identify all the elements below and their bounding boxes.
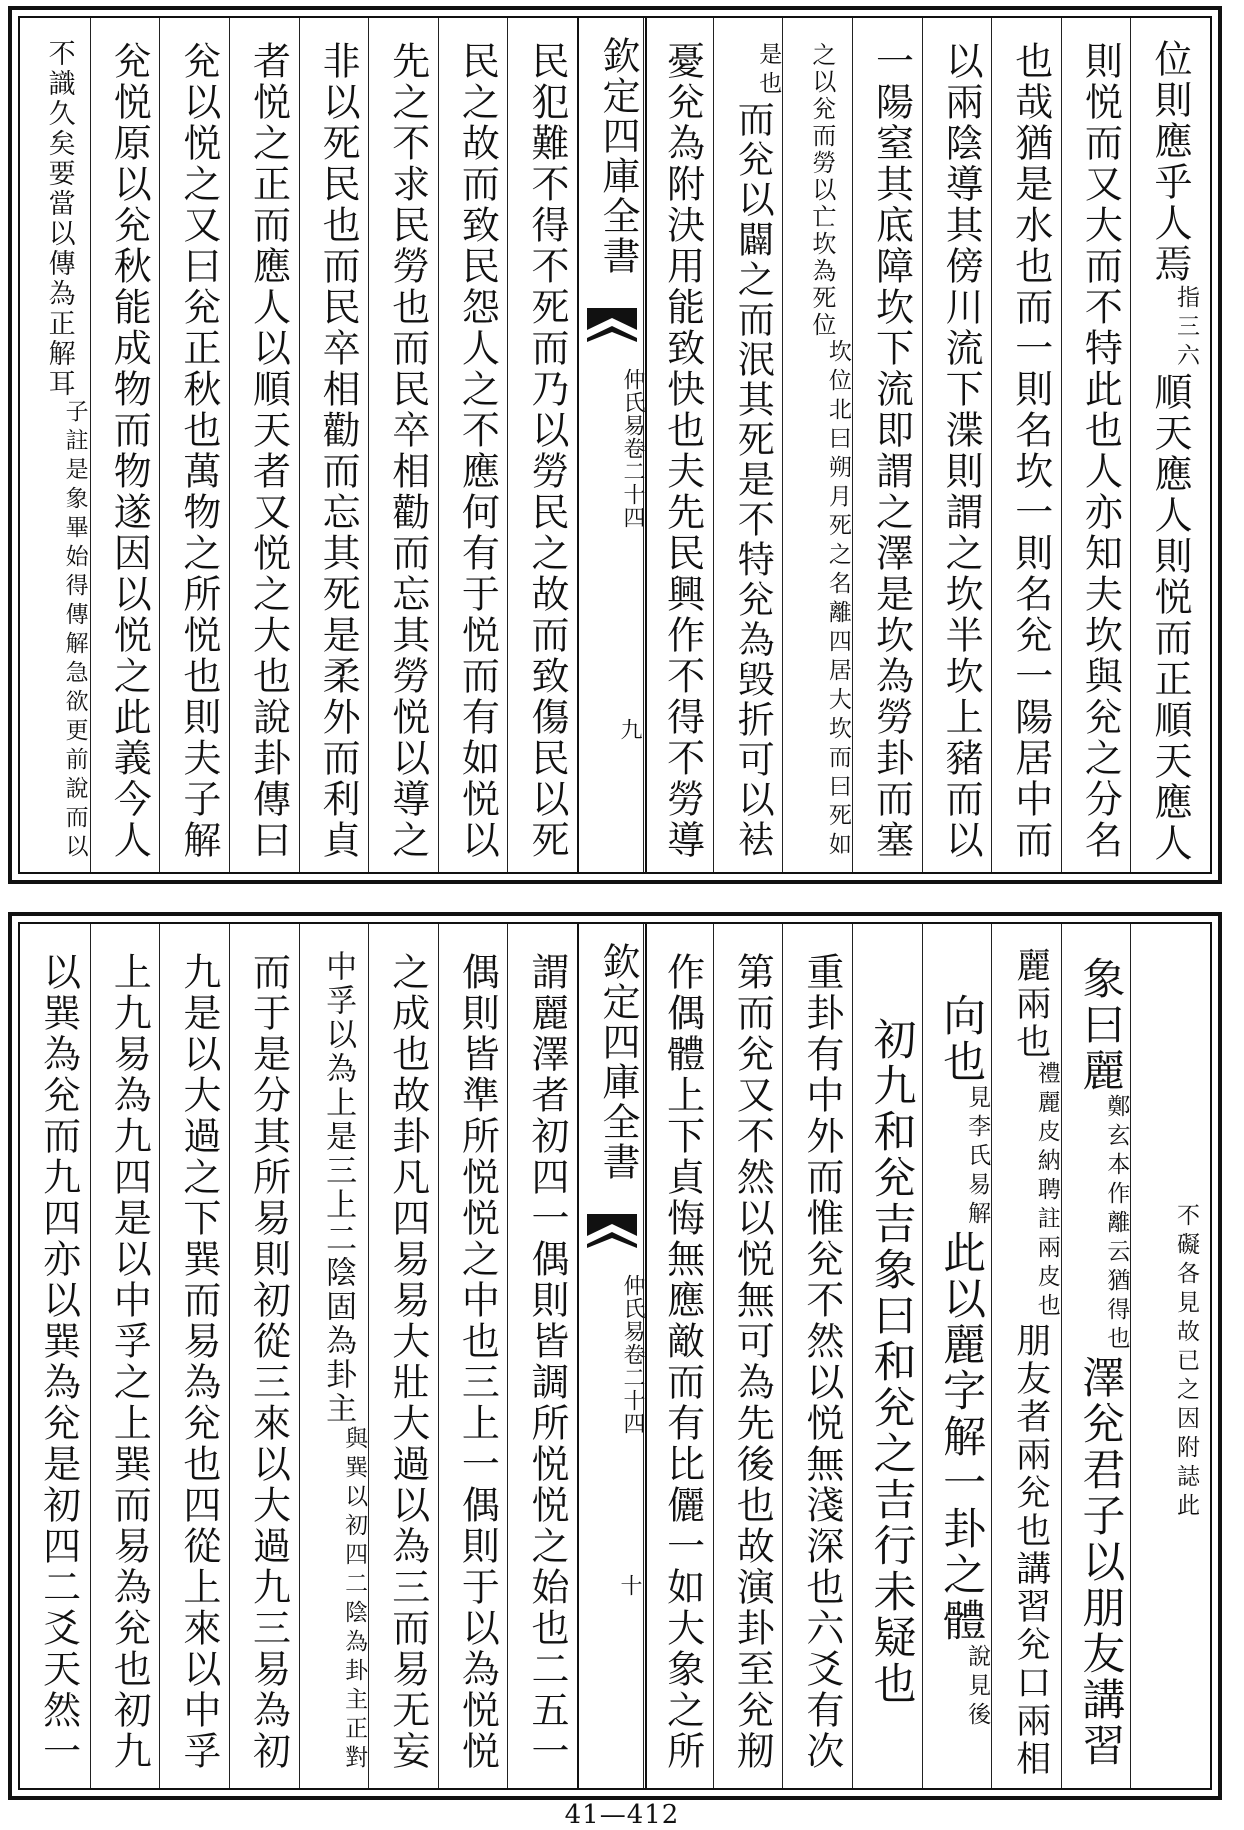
main-text: 不識久矣要當以傳為正解耳: [43, 39, 75, 399]
bottom-page-frame: [18, 922, 1212, 1790]
bottom-right-col-2: [1061, 924, 1132, 1788]
text-line: [369, 946, 439, 1778]
bottom-left-col-4: [299, 924, 370, 1788]
main-text: 第而兊又不然以悦無可為先後也故演卦至兊剏: [730, 952, 775, 1772]
text-line: [160, 946, 230, 1778]
book-title: 欽定四庫全書: [596, 36, 640, 276]
top-right-col-2: [1061, 18, 1132, 872]
main-text: 以巽為兊而九四亦以巽為兊是初四二爻天然一: [36, 952, 81, 1772]
main-text-continued: 此以麗字解一卦之體: [936, 1230, 987, 1644]
top-right-col-7: [713, 18, 784, 872]
bottom-page: [8, 912, 1222, 1800]
annotation-note: 說見後: [964, 1644, 991, 1731]
main-text-continued: 而兊以闢之而泯其死是不特兊為毁折可以袪: [731, 100, 775, 860]
text-line: [714, 946, 784, 1778]
text-line: [300, 946, 370, 1778]
bottom-right-col-8: [643, 924, 714, 1788]
main-text: 向也: [936, 993, 987, 1085]
top-left-col-6: [159, 18, 230, 872]
main-text: 之以兊而勞以亡坎為死位: [807, 41, 836, 339]
bottom-right-col-6: [782, 924, 853, 1788]
text-line: [230, 40, 300, 862]
page-number: 九: [617, 718, 642, 740]
text-line: [1131, 40, 1201, 862]
annotation-note: 是也: [755, 42, 782, 100]
top-left-col-5: [229, 18, 300, 872]
text-line: [91, 946, 161, 1778]
main-text: 兊以悦之又曰兊正秋也萬物之所悦也則夫子解: [176, 41, 221, 861]
main-text: 民犯難不得不死而乃以勞民之故而致傷民以死: [525, 41, 569, 861]
text-line: [783, 40, 853, 862]
annotation-note: 不礙各見故已之因附誌此: [1173, 1202, 1199, 1522]
main-text: 初九和兊吉象曰和兊之吉行未疑也: [866, 1017, 917, 1707]
main-text-continued: 順天應人則悦而正順天應人: [1148, 371, 1192, 864]
fishtail-ornament: [587, 308, 637, 348]
top-right-col-5: [852, 18, 923, 872]
main-text-continued: 澤兊君子以朋友講習: [1075, 1354, 1126, 1769]
chapter-label: 仲氏易卷二十四: [620, 368, 645, 529]
annotation-note: 鄭玄本作離云猶得也: [1103, 1093, 1130, 1355]
main-text: 也哉猶是水也而一則名坎一則名兊一陽居中而: [1008, 41, 1053, 861]
main-text: 則悦而又大而不特此也人亦知夫坎與兊之分名: [1078, 41, 1123, 861]
main-text: 一陽窒其底障坎下流即謂之澤是坎為勞卦而塞: [869, 41, 914, 861]
bottom-right-col-5: [852, 924, 923, 1788]
top-right-col-1: [1130, 18, 1201, 872]
text-line: [992, 40, 1062, 862]
main-text: 中孚以為上是三上二陰固為卦主: [320, 950, 357, 1426]
fishtail-ornament: [587, 1214, 637, 1254]
text-line: [853, 40, 923, 862]
top-right-col-6: [782, 18, 853, 872]
main-text: 九是以大過之下巽而易為兊也四從上來以中孚: [176, 952, 221, 1772]
annotation-note: 坎位北曰朔月死之名離四居大坎而曰死如: [824, 338, 851, 861]
text-line: [508, 40, 578, 862]
main-text: 憂兊為附決用能致快也夫先民興作不得不勞導: [660, 41, 705, 861]
text-line: [992, 946, 1062, 1778]
main-text: 重卦有中外而惟兊不然以悦無淺深也六爻有次: [799, 952, 844, 1772]
text-line: [923, 40, 993, 862]
main-text: 民之故而致民怨人之不應何有于悦而有如悦以: [455, 41, 500, 861]
text-line: [923, 946, 993, 1778]
main-text: 而于是分其所易則初從三來以大過九三易為初: [246, 952, 291, 1772]
main-text: 象曰麗: [1075, 955, 1126, 1094]
top-page-frame: [18, 16, 1212, 874]
text-line: [644, 946, 714, 1778]
top-left-col-8: [20, 18, 90, 872]
annotation-note: 與巽以初四二陰為卦主正對: [341, 1426, 368, 1774]
main-text: 上九易為九四是以中孚之上巽而易為兊也初九: [107, 952, 152, 1772]
annotation-note: 禮麗皮納聘註兩皮也: [1033, 1060, 1060, 1322]
text-line: [20, 40, 90, 862]
chapter-label: 仲氏易卷二十四: [620, 1274, 645, 1435]
bottom-left-col-6: [159, 924, 230, 1788]
bottom-right-col-1: [1130, 924, 1201, 1788]
text-line: [439, 946, 509, 1778]
top-right-col-3: [991, 18, 1062, 872]
main-text: 作偶體上下貞悔無應敵而有比儷一如大象之所: [660, 952, 705, 1772]
main-text: 位則應乎人焉: [1148, 38, 1192, 285]
main-text: 之成也故卦凡四易易大壯大過以為三而易无妄: [385, 952, 430, 1772]
annotation-note: 見李氏易解: [964, 1085, 991, 1230]
text-line: [508, 946, 578, 1778]
bottom-left-col-2: [438, 924, 509, 1788]
page-footer: 41—412: [564, 1800, 680, 1830]
main-text: 謂麗澤者初四一偶則皆調所悦悦之始也二五一: [525, 952, 569, 1772]
bottom-right-col-3: [991, 924, 1062, 1788]
top-center-margin: [577, 18, 647, 872]
main-text: 先之不求民勞也而民卒相勸而忘其勞悦以導之: [385, 41, 430, 861]
text-line: [230, 946, 300, 1778]
main-text: 偶則皆準所悦悦之中也三上一偶則于以為悦悦: [455, 952, 500, 1772]
bottom-center-margin: [577, 924, 647, 1788]
main-text: 非以死民也而民卒相勸而忘其死是柔外而利貞: [316, 41, 361, 861]
bottom-right-col-4: [922, 924, 993, 1788]
text-line: [439, 40, 509, 862]
bottom-left-col-8: [20, 924, 90, 1788]
main-text: 兊悦原以兊秋能成物而物遂因以悦之此義今人: [107, 41, 152, 861]
text-line: [783, 946, 853, 1778]
text-line: [369, 40, 439, 862]
main-text-continued: 朋友者兩兊也講習兊口兩相: [1010, 1321, 1051, 1778]
main-text: 者悦之正而應人以順天者又悦之大也說卦傳曰: [246, 41, 291, 861]
main-text: 以兩陰導其傍川流下渫則謂之坎半坎上豬而以: [939, 41, 984, 861]
text-line: [91, 40, 161, 862]
main-text: 麗兩也: [1010, 946, 1051, 1061]
text-line: [1131, 946, 1201, 1778]
top-right-col-4: [922, 18, 993, 872]
text-line: [644, 40, 714, 862]
text-line: [853, 946, 923, 1778]
text-line: [1062, 40, 1132, 862]
top-left-col-1: [507, 18, 578, 872]
top-left-col-3: [368, 18, 439, 872]
book-title: 欽定四庫全書: [596, 942, 640, 1182]
bottom-left-col-1: [507, 924, 578, 1788]
text-line: [1062, 946, 1132, 1778]
text-line: [20, 946, 90, 1778]
text-line: [714, 40, 784, 862]
bottom-left-col-5: [229, 924, 300, 1788]
top-right-col-8: [643, 18, 714, 872]
top-left-col-2: [438, 18, 509, 872]
annotation-note: 子註是象畢始得傳解急欲更前說而以: [61, 399, 88, 863]
annotation-note: 指三六: [1173, 284, 1199, 372]
text-line: [300, 40, 370, 862]
top-left-col-7: [90, 18, 161, 872]
top-left-col-4: [299, 18, 370, 872]
text-line: [160, 40, 230, 862]
page-number: 十: [617, 1574, 642, 1596]
bottom-left-col-7: [90, 924, 161, 1788]
top-page: [8, 6, 1222, 884]
bottom-left-col-3: [368, 924, 439, 1788]
bottom-right-col-7: [713, 924, 784, 1788]
